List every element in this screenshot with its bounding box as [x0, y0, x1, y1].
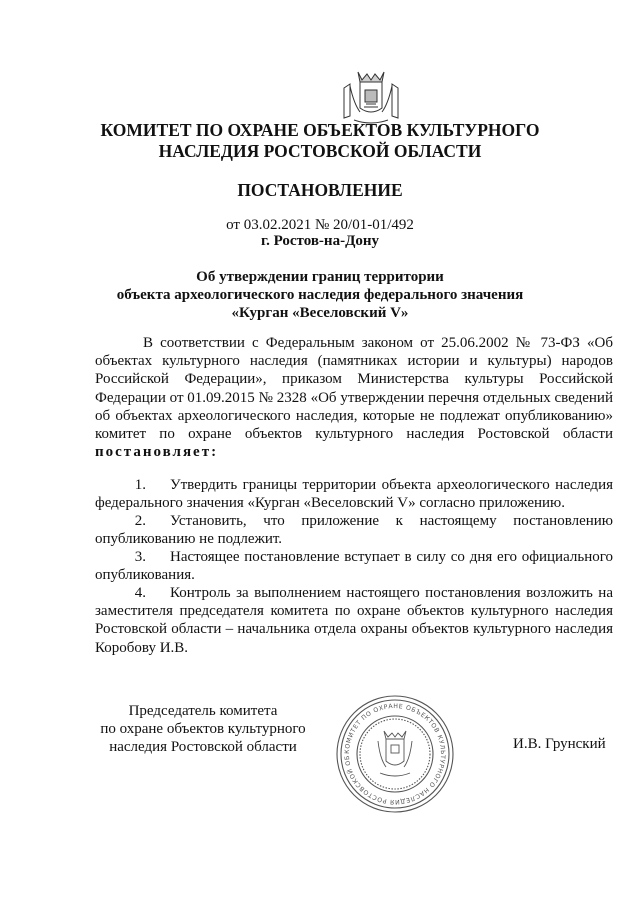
signer-name: И.В. Грунский — [513, 736, 606, 752]
list-item — [95, 512, 613, 548]
seal-text: КОМИТЕТ ПО ОХРАНЕ ОБЪЕКТОВ КУЛЬТУРНОГО НАСЛЕДИЯ РОСТОВСКОЙ ОБ — [343, 702, 447, 806]
subject-line-3: «Курган «Веселовский V» — [231, 305, 409, 321]
committee-title-line-1: КОМИТЕТ ПО ОХРАНЕ ОБЪЕКТОВ КУЛЬТУРНОГО — [100, 120, 540, 140]
signatory-title-line-2: по охране объектов культурного — [100, 721, 306, 738]
preamble-paragraph — [95, 334, 613, 461]
list-item-number: 4. — [134, 585, 146, 601]
committee-title — [0, 120, 640, 162]
subject-line-2: объекта археологического наследия федерального значения — [116, 287, 524, 303]
signatory-title-line-1: Председатель комитета — [128, 703, 278, 719]
list-item-number: 1. — [134, 477, 146, 493]
list-item — [95, 548, 613, 584]
preamble-text: В соответствии с Федеральным законом от 25.06.2002 № 73-ФЗ «Об объектах культурного наследия (памятниках истории и культуры) народов Российской Федерации», приказом Министерства культуры Российской Федерации от 01.09.2015 № 2328 «Об утверждении перечня отдельных сведений об объектах археологического наследия, которые не подлежат опубликованию» комитет по охране объектов культурного наследия Ростовской области — [95, 335, 613, 443]
list-item — [95, 584, 613, 657]
official-seal-icon — [334, 693, 456, 815]
signatory-title — [78, 702, 328, 757]
document-type: ПОСТАНОВЛЕНИЕ — [237, 180, 403, 200]
list-item-text: Контроль за выполнением настоящего постановления возложить на заместителя председателя комитета по охране объектов культурного наследия Ростовской области – начальника отдела охраны объектов культурного наследия Коробову И.В. — [95, 585, 613, 656]
list-item — [95, 476, 613, 512]
list-item-number: 3. — [134, 549, 146, 565]
document-city: г. Ростов-на-Дону — [260, 233, 380, 249]
document-subject — [0, 268, 640, 322]
list-item-text: Установить, что приложение к настоящему постановлению опубликованию не подлежит. — [95, 513, 613, 548]
list-item-text: Утвердить границы территории объекта археологического наследия федерального значения «Курган «Веселовский V» согласно приложению. — [95, 477, 613, 512]
document-date-number: от 03.02.2021 № 20/01-01/492 — [226, 217, 414, 233]
list-item-number: 2. — [134, 513, 146, 529]
committee-title-line-2: НАСЛЕДИЯ РОСТОВСКОЙ ОБЛАСТИ — [158, 141, 482, 161]
list-item-text: Настоящее постановление вступает в силу со дня его официального опубликования. — [95, 549, 613, 584]
subject-line-1: Об утверждении границ территории — [196, 269, 444, 285]
signatory-title-line-3: наследия Ростовской области — [109, 739, 297, 756]
decree-word: постановляет: — [95, 444, 219, 461]
